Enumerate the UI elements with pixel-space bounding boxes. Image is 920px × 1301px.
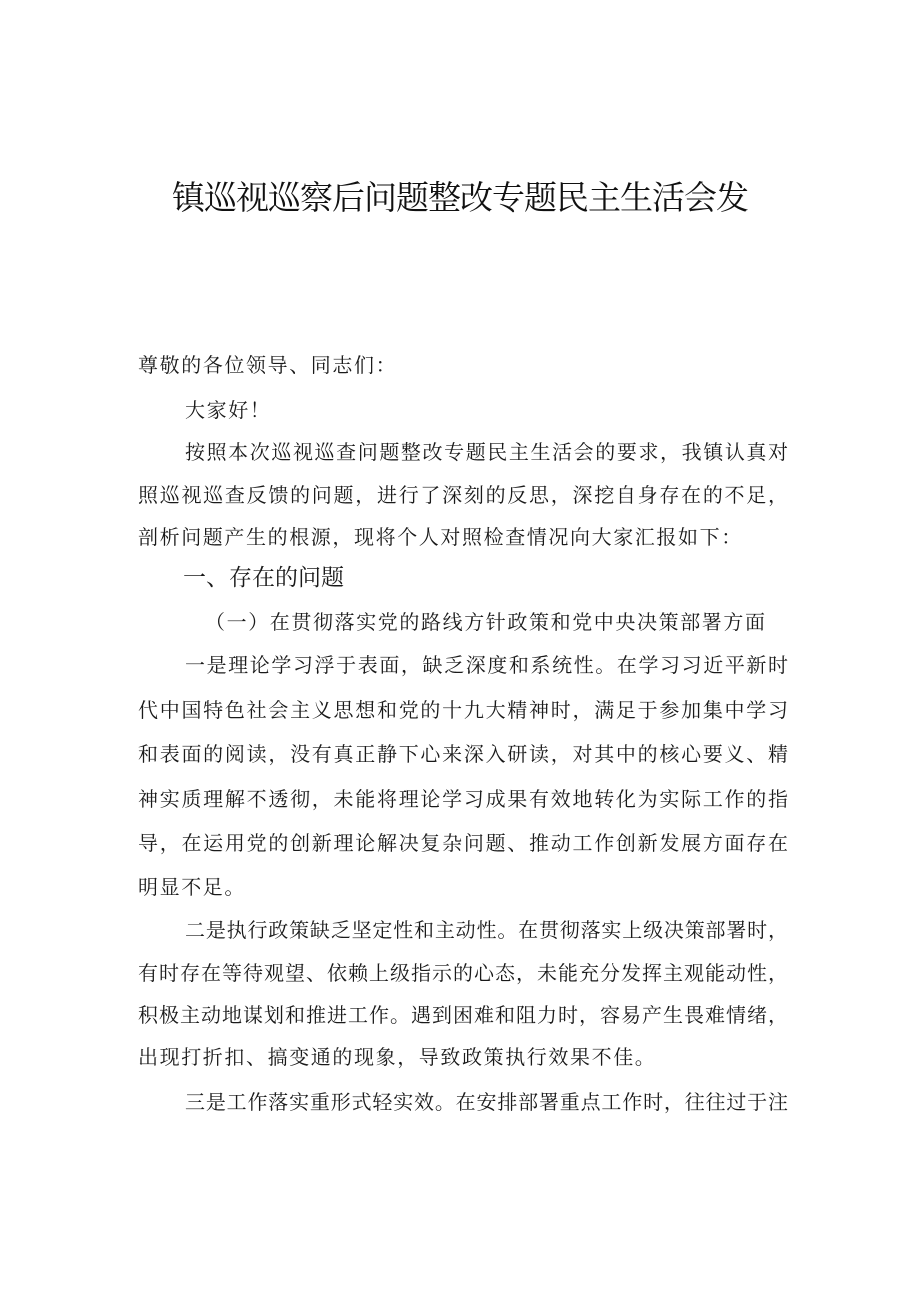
point2-line-1: 二是执行政策缺乏坚定性和主动性。在贯彻落实上级决策部署时， [185, 918, 788, 942]
greeting: 大家好！ [185, 398, 272, 422]
point1-line-5: 导，在运用党的创新理论解决复杂问题、推动工作创新发展方面存在 [138, 831, 788, 855]
point1-line-6: 明显不足。 [138, 875, 246, 899]
intro-line-1: 按照本次巡视巡查问题整改专题民主生活会的要求，我镇认真对 [185, 440, 788, 464]
salutation: 尊敬的各位领导、同志们： [138, 353, 398, 377]
point3-line-1: 三是工作落实重形式轻实效。在安排部署重点工作时，往往过于注 [185, 1090, 788, 1114]
point1-line-3: 和表面的阅读，没有真正静下心来深入研读，对其中的核心要义、精 [138, 742, 788, 766]
section-heading: 一、存在的问题 [183, 565, 344, 591]
subsection-heading: （一）在贯彻落实党的路线方针政策和党中央决策部署方面 [205, 610, 767, 634]
point1-line-1: 一是理论学习浮于表面，缺乏深度和系统性。在学习习近平新时 [185, 653, 788, 677]
point2-line-3: 积极主动地谋划和推进工作。遇到困难和阻力时，容易产生畏难情绪， [138, 1003, 788, 1027]
intro-line-3: 剖析问题产生的根源，现将个人对照检查情况向大家汇报如下： [138, 525, 743, 549]
point1-line-4: 神实质理解不透彻，未能将理论学习成果有效地转化为实际工作的指 [138, 787, 788, 811]
point2-line-2: 有时存在等待观望、依赖上级指示的心态，未能充分发挥主观能动性， [138, 961, 788, 985]
document-title: 镇巡视巡察后问题整改专题民主生活会发 [172, 178, 748, 217]
point1-line-2: 代中国特色社会主义思想和党的十九大精神时，满足于参加集中学习 [138, 698, 788, 722]
intro-line-2: 照巡视巡查反馈的问题，进行了深刻的反思，深挖自身存在的不足， [138, 483, 788, 507]
point2-line-4: 出现打折扣、搞变通的现象，导致政策执行效果不佳。 [138, 1045, 657, 1069]
